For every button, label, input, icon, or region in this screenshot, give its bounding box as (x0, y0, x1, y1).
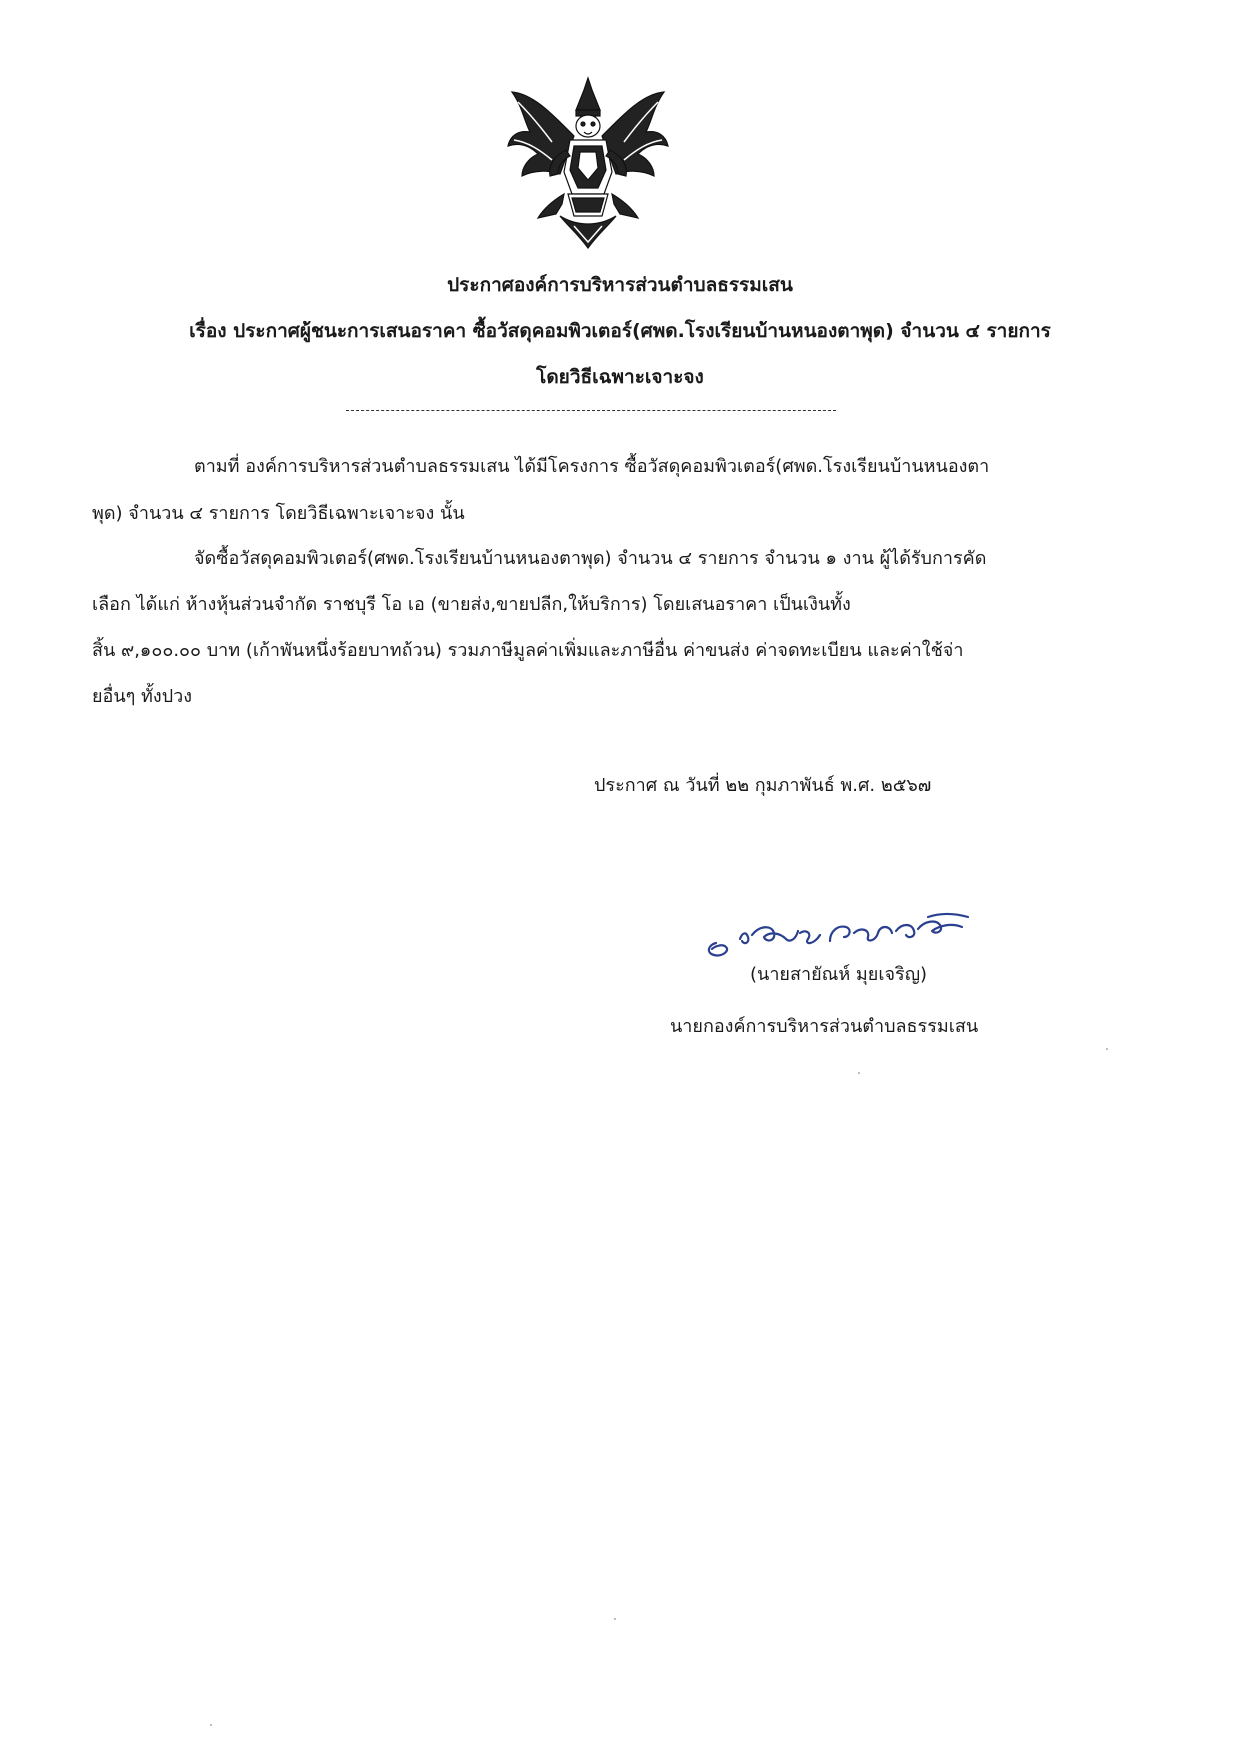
paragraph-2-line-2: เลือก ได้แก่ ห้างหุ้นส่วนจำกัด ราชบุรี โอ เอ (ขายส่ง,ขายปลีก,ให้บริการ) โดยเสนอราคา เป็นเงินทั้ง (92, 594, 851, 615)
paragraph-2-line-4: ยอื่นๆ ทั้งปวง (92, 686, 193, 707)
paragraph-1-line-2: พุด) จำนวน ๔ รายการ โดยวิธีเฉพาะเจาะจง นั้น (92, 503, 465, 524)
scan-speck (210, 1724, 212, 1726)
announcement-method: โดยวิธีเฉพาะเจาะจง (536, 366, 704, 388)
paragraph-2-line-1: จัดซื้อวัสดุคอมพิวเตอร์(ศพด.โรงเรียนบ้านหนองตาพุด) จำนวน ๔ รายการ จำนวน ๑ งาน ผู้ได้รับการคัด (194, 548, 987, 569)
announcement-date: ประกาศ ณ วันที่ ๒๒ กุมภาพันธ์ พ.ศ. ๒๕๖๗ (594, 775, 932, 796)
garuda-emblem-icon (504, 76, 672, 252)
signer-title: นายกองค์การบริหารส่วนตำบลธรรมเสน (670, 1016, 979, 1037)
paragraph-2-line-3: สิ้น ๙,๑๐๐.๐๐ บาท (เก้าพันหนึ่งร้อยบาทถ้วน) รวมภาษีมูลค่าเพิ่มและภาษีอื่น ค่าขนส่ง ค่าจดทะเบียน และค่าใช้จ่า (92, 640, 964, 661)
separator-dashes (346, 410, 836, 411)
scan-speck (858, 1072, 860, 1074)
signer-name: (นายสายัณห์ มุยเจริญ) (750, 964, 928, 985)
scan-speck (1106, 1048, 1108, 1050)
announcement-header: ประกาศองค์การบริหารส่วนตำบลธรรมเสน (447, 274, 793, 296)
paragraph-1-line-1: ตามที่ องค์การบริหารส่วนตำบลธรรมเสน ได้มีโครงการ ซื้อวัสดุคอมพิวเตอร์(ศพด.โรงเรียนบ้านหนองตา (194, 456, 990, 477)
handwritten-signature (700, 895, 990, 965)
announcement-subject: เรื่อง ประกาศผู้ชนะการเสนอราคา ซื้อวัสดุคอมพิวเตอร์(ศพด.โรงเรียนบ้านหนองตาพุด) จำนวน ๔ รายการ (189, 320, 1051, 342)
scan-speck (614, 1618, 616, 1620)
